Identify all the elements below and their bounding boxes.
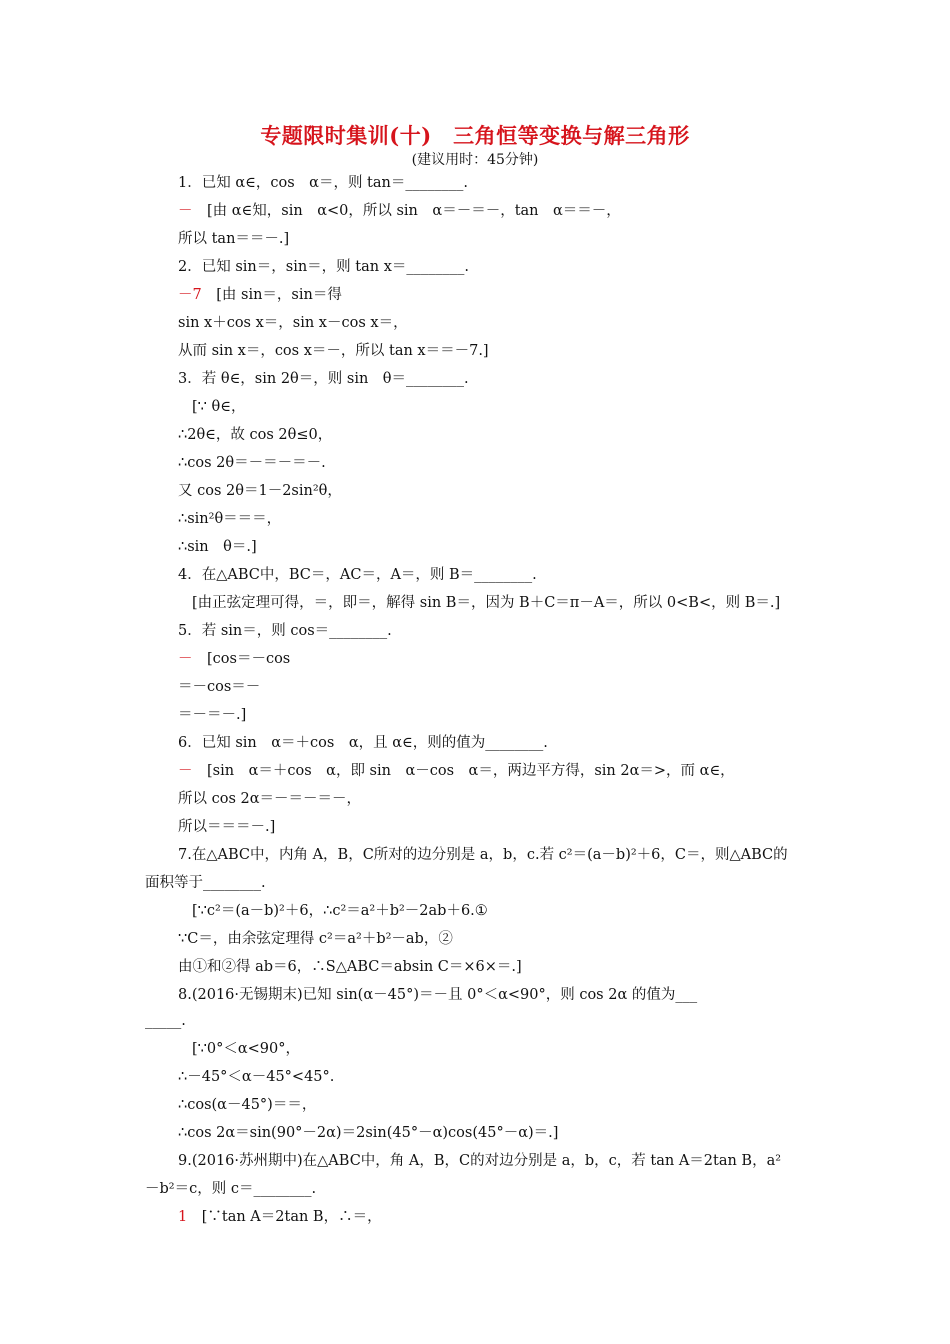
page-subtitle: (建议用时：45分钟) <box>411 152 539 168</box>
problem-4-solution <box>192 593 780 613</box>
line-text: 9.(2016·苏州期中)在△ABC中，角 A，B，C的对边分别是 a，b，c，若 tan A＝2tan B，a² <box>178 1153 782 1169</box>
line-text: 所以 cos 2α＝－＝－＝－， <box>178 791 362 807</box>
answer-value: － <box>178 763 193 779</box>
line-text: －b²＝c，则 c＝________. <box>145 1181 317 1197</box>
line-text: [sin α＝＋cos α，即 sin α－cos α＝，两边平方得，sin 2α＝>，而 α∈， <box>192 763 735 779</box>
problem-3-question <box>178 369 469 389</box>
line-text: 7.在△ABC中，内角 A，B，C所对的边分别是 a，b，c.若 c²＝(a－b)²＋6，C＝，则△ABC的 <box>178 847 788 863</box>
problem-1-solution-cont <box>178 229 289 249</box>
problem-9-question-cont <box>145 1179 316 1199</box>
line-text: 5．若 sin＝，则 cos＝________. <box>178 623 392 639</box>
problem-8-question <box>178 985 697 1005</box>
problem-2-solution <box>178 285 342 305</box>
problem-8-solution-cont <box>178 1067 334 1087</box>
line-text: 3．若 θ∈，sin 2θ＝，则 sin θ＝________. <box>178 371 469 387</box>
answer-value: －7 <box>178 287 202 303</box>
page-title: 专题限时集训(十) 三角恒等变换与解三角形 <box>260 123 690 148</box>
problem-7-solution-cont <box>178 929 453 949</box>
answer-value: 1 <box>178 1209 188 1225</box>
problem-5-solution-cont <box>178 677 260 697</box>
problem-9-question <box>178 1151 781 1171</box>
problem-3-solution-cont <box>178 537 257 557</box>
problem-5-solution <box>178 649 290 669</box>
problem-7-solution <box>192 901 488 921</box>
problem-7-question-cont <box>145 873 266 893</box>
problem-1-solution <box>178 201 621 221</box>
problem-6-solution <box>178 761 735 781</box>
problem-3-solution <box>192 397 245 417</box>
problem-3-solution-cont <box>178 509 281 529</box>
line-text: [∵c²＝(a－b)²＋6，∴c²＝a²＋b²－2ab＋6.① <box>192 903 488 919</box>
problem-6-solution-cont <box>178 817 275 837</box>
line-text: 4．在△ABC中，BC＝，AC＝，A＝，则 B＝________. <box>178 567 537 583</box>
line-text: 又 cos 2θ＝1－2sin²θ， <box>178 483 342 499</box>
problem-6-question <box>178 733 548 753</box>
problem-3-solution-cont <box>178 453 326 473</box>
line-text: 从而 sin x＝，cos x＝－，所以 tan x＝＝－7.] <box>178 343 489 359</box>
problem-5-solution-cont <box>178 705 246 725</box>
line-text: [cos＝－cos <box>192 651 291 667</box>
line-text: 所以 tan＝＝－.] <box>178 231 290 247</box>
problem-9-solution <box>178 1207 382 1227</box>
problem-8-question-cont <box>145 1011 186 1031</box>
line-text: [由 α∈知，sin α<0，所以 sin α＝－＝－，tan α＝＝－， <box>192 203 621 219</box>
line-text: ∴cos(α－45°)＝＝， <box>178 1097 317 1113</box>
line-text: [∵ θ∈， <box>192 399 246 415</box>
line-text: [∵tan A＝2tan B，∴＝， <box>187 1209 382 1225</box>
problem-8-solution-cont <box>178 1095 316 1115</box>
problem-7-solution-cont <box>178 957 522 977</box>
line-text: 1．已知 α∈，cos α＝，则 tan＝________. <box>178 175 468 191</box>
line-text: 6．已知 sin α＝＋cos α，且 α∈，则的值为________. <box>178 735 548 751</box>
problem-2-solution-cont <box>178 341 489 361</box>
line-text: 面积等于________. <box>145 875 266 891</box>
line-text: ∴2θ∈，故 cos 2θ≤0， <box>178 427 333 443</box>
problem-2-question <box>178 257 469 277</box>
problem-3-solution-cont <box>178 425 332 445</box>
problem-4-question <box>178 565 537 585</box>
line-text: ∵C＝，由余弦定理得 c²＝a²＋b²－ab，② <box>178 931 453 947</box>
problem-5-question <box>178 621 392 641</box>
line-text: 2．已知 sin＝，sin＝，则 tan x＝________. <box>178 259 469 275</box>
line-text: 所以＝＝＝－.] <box>178 819 276 835</box>
line-text: ＝－＝－.] <box>178 707 247 723</box>
line-text: [由正弦定理可得，＝，即＝，解得 sin B＝，因为 B＋C＝π－A＝，所以 0<B<，则 B＝.] <box>192 595 781 611</box>
line-text: _____. <box>145 1013 186 1029</box>
line-text: [∵0°＜α<90°， <box>192 1041 300 1057</box>
line-text: ∴sin θ＝.] <box>178 539 257 555</box>
line-text: 8.(2016·无锡期末)已知 sin(α－45°)＝－且 0°＜α<90°，则 cos 2α 的值为___ <box>178 987 698 1003</box>
problem-8-solution-cont <box>178 1123 558 1143</box>
line-text: ∴－45°＜α－45°<45°. <box>178 1069 335 1085</box>
problem-2-solution-cont <box>178 313 408 333</box>
problem-3-solution-cont <box>178 481 342 501</box>
line-text: [由 sin＝，sin＝得 <box>201 287 342 303</box>
line-text: ∴cos 2θ＝－＝－＝－. <box>178 455 326 471</box>
answer-value: － <box>178 651 193 667</box>
line-text: ∴sin²θ＝＝＝， <box>178 511 282 527</box>
line-text: sin x＋cos x＝，sin x－cos x＝， <box>178 315 408 331</box>
line-text: ∴cos 2α＝sin(90°－2α)＝2sin(45°－α)cos(45°－α)＝.] <box>178 1125 559 1141</box>
line-text: 由①和②得 ab＝6，∴S△ABC＝absin C＝×6×＝.] <box>178 959 522 975</box>
problem-8-solution <box>192 1039 300 1059</box>
problem-7-question <box>178 845 788 865</box>
line-text: ＝－cos＝－ <box>178 679 261 695</box>
problem-1-question <box>178 173 468 193</box>
problem-6-solution-cont <box>178 789 361 809</box>
answer-value: － <box>178 203 193 219</box>
